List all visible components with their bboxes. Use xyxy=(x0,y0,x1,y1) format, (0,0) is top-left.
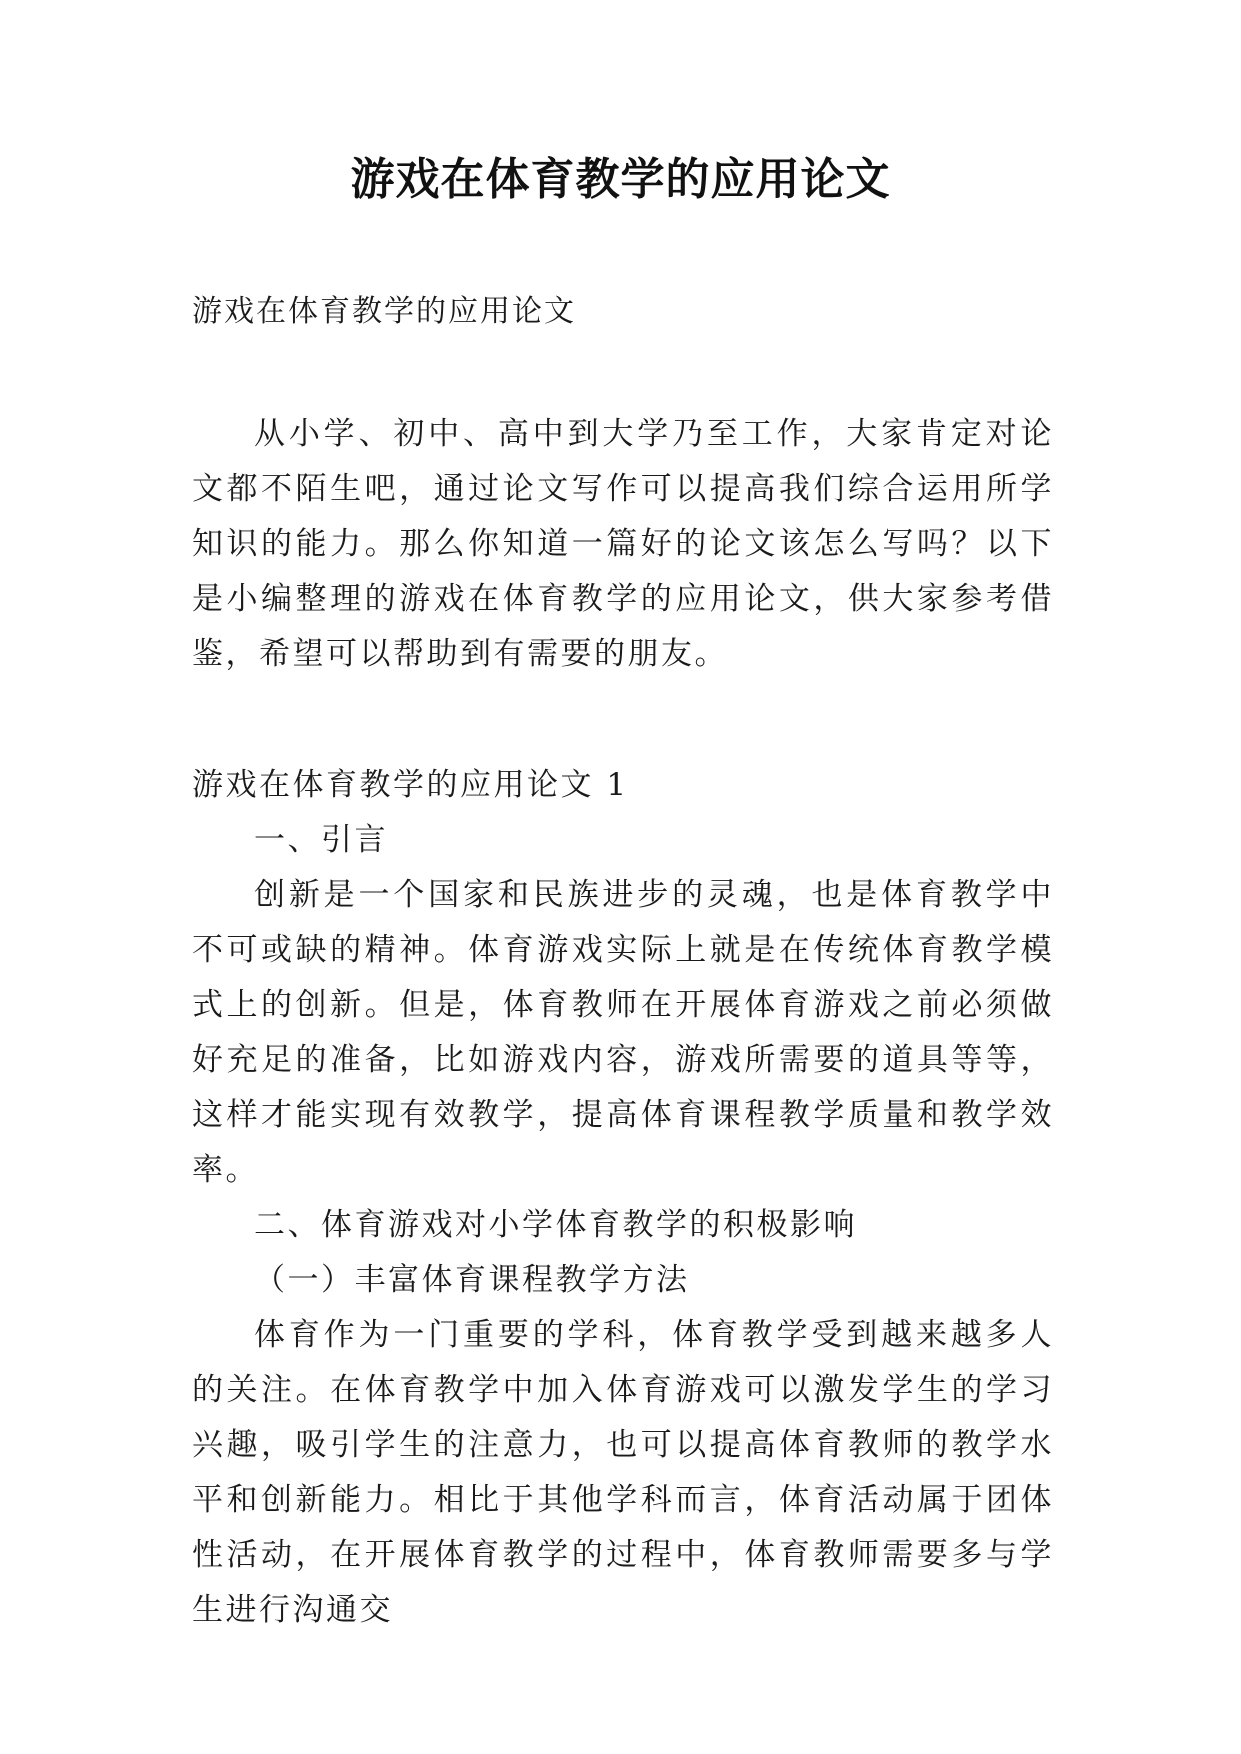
heading-2: 二、体育游戏对小学体育教学的积极影响 xyxy=(254,1207,857,1243)
paragraph-1: 创新是一个国家和民族进步的灵魂，也是体育教学中不可或缺的精神。体育游戏实际上就是在传统体育教学模式上的创新。但是，体育教师在开展体育游戏之前必须做好充足的准备，比如游戏内容，游戏所需要的道具等等，这样才能实现有效教学，提高体育课程教学质量和教学效率。 xyxy=(192,877,1054,1188)
document-subtitle: 游戏在体育教学的应用论文 xyxy=(192,294,576,329)
heading-intro: 一、引言 xyxy=(254,822,388,858)
intro-paragraph: 从小学、初中、高中到大学乃至工作，大家肯定对论文都不陌生吧，通过论文写作可以提高我们综合运用所学知识的能力。那么你知道一篇好的论文该怎么写吗？以下是小编整理的游戏在体育教学的应用论文，供大家参考借鉴，希望可以帮助到有需要的朋友。 xyxy=(192,416,1054,672)
paragraph-2: 体育作为一门重要的学科，体育教学受到越来越多人的关注。在体育教学中加入体育游戏可以激发学生的学习兴趣，吸引学生的注意力，也可以提高体育教师的教学水平和创新能力。相比于其他学科而言，体育活动属于团体性活动，在开展体育教学的过程中，体育教师需要多与学生进行沟通交 xyxy=(192,1317,1054,1628)
document-title: 游戏在体育教学的应用论文 xyxy=(350,154,891,205)
heading-2-1: （一）丰富体育课程教学方法 xyxy=(254,1262,690,1298)
main-section xyxy=(192,758,1054,1638)
section-title: 游戏在体育教学的应用论文 1 xyxy=(192,767,629,803)
intro-section xyxy=(192,407,1054,682)
